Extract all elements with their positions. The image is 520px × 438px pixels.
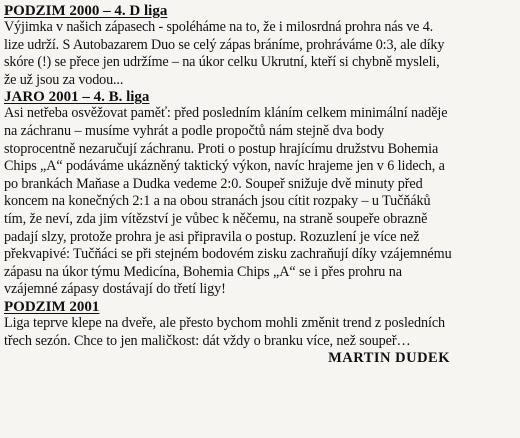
section-text-podzim-2000	[4, 19, 512, 89]
text-line: zápasu na úkor týmu Medicína, Bohemia Chips „A“ se i přes prohru na	[4, 263, 402, 280]
text-line: třech sezón. Chce to jen maličkost: dát vždy o branku více, než soupeř…	[4, 332, 411, 349]
text-line: stoprocentně nezaručují záchranu. Proti o postup hrajícímu družstvu Bohemia	[4, 140, 439, 157]
text-line: na záchranu – musíme vyhrát a podle propočtů nám stejně dva body	[4, 122, 385, 139]
section-heading-podzim-2001: PODZIM 2001	[4, 298, 100, 315]
section-heading-jaro-2001: JARO 2001 – 4. B. liga	[4, 89, 150, 106]
section-text-jaro-2001	[4, 105, 512, 299]
text-line: tím, že neví, zda jim vítězství je vůbec k něčemu, na straně soupeře obrazně	[4, 210, 428, 227]
text-line: lize udrží. S Autobazarem Duo se celý zápas bráníme, prohráváme 0:3, ale díky	[4, 36, 445, 53]
text-line: Asi netřeba osvěžovat paměť: před posledním kláním celkem minimální naděje	[4, 105, 448, 122]
text-line: vzájemné zápasy dostávají do třetí ligy!	[4, 281, 226, 298]
text-line: koncem na konečných 2:1 a na obou stranách jsou cítit rozpaky – u Tučňáků	[4, 193, 431, 210]
text-line: padají slzy, protože prohra je asi připravila o postup. Rozuzlení je více než	[4, 228, 420, 245]
text-line: Výjimka v našich zápasech - spoléháme na to, že i milosrdná prohra nás ve 4.	[4, 19, 434, 35]
author-signature: MARTIN DUDEK	[328, 350, 450, 367]
text-line: po brankách Maňase a Dudka vedeme 2:0. Soupeř snižuje dvě minuty před	[4, 175, 423, 192]
section-text-podzim-2001	[4, 315, 512, 350]
text-line: Chips „A“ podáváme ukázněný taktický výkon, navíc hrajeme jen v 6 lidech, a	[4, 158, 445, 175]
text-line: Liga teprve klepe na dveře, ale přesto bychom mohli změnit trend z posledních	[4, 314, 446, 331]
section-heading-podzim-2000: PODZIM 2000 – 4. D liga	[4, 3, 168, 19]
text-line: že už jsou za vodou...	[4, 71, 124, 88]
text-line: skóre (!) se přece jen udržíme – na úkor celku Ukrutní, kteří si chybně mysleli,	[4, 54, 440, 71]
text-line: překvapivé: Tučňáci se při stejném bodovém zisku zachraňují díky vzájemnému	[4, 246, 452, 263]
